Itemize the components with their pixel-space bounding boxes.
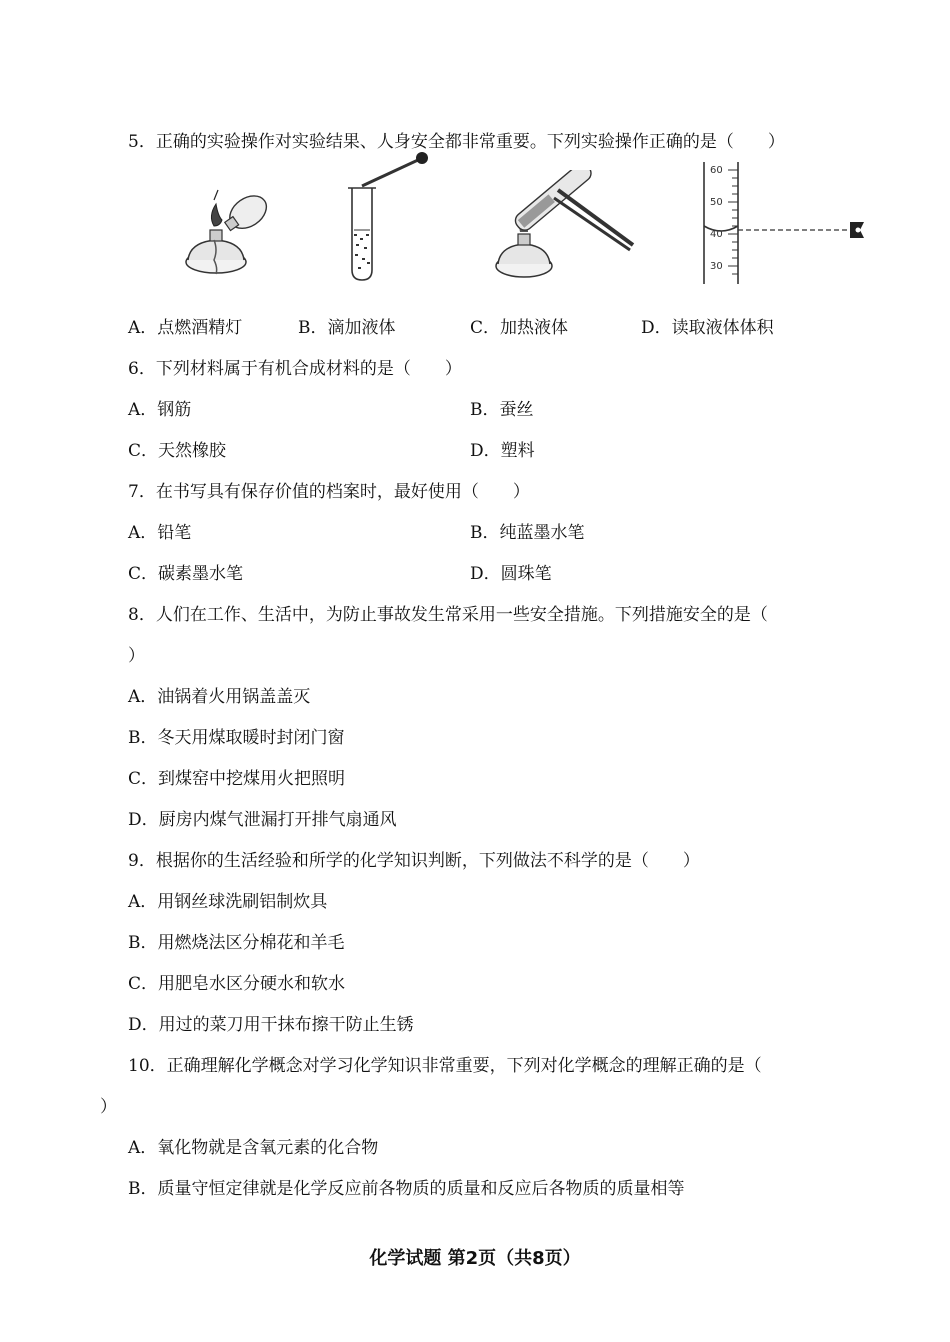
q9-option-c[interactable]: C．用肥皂水区分硬水和软水: [128, 974, 346, 994]
q5-figures: [160, 150, 880, 290]
q5-option-c[interactable]: C．加热液体: [470, 318, 569, 338]
q10-option-a[interactable]: A．氧化物就是含氧元素的化合物: [128, 1138, 379, 1158]
q8-option-a[interactable]: A．油锅着火用锅盖盖灭: [128, 687, 311, 707]
q5-option-b[interactable]: B．滴加液体: [298, 318, 396, 338]
q10-option-b[interactable]: B．质量守恒定律就是化学反应前各物质的质量和反应后各物质的质量相等: [128, 1179, 685, 1199]
q9-option-d[interactable]: D．用过的菜刀用干抹布擦干防止生锈: [128, 1015, 414, 1035]
q10-stem-line1: 10．正确理解化学概念对学习化学知识非常重要，下列对化学概念的理解正确的是（: [128, 1056, 762, 1076]
fig-lighting-alcohol-lamp: [174, 180, 284, 280]
q6-stem: 6．下列材料属于有机合成材料的是（ ）: [128, 359, 462, 379]
q8-stem-line1: 8．人们在工作、生活中，为防止事故发生常采用一些安全措施。下列措施安全的是（: [128, 605, 768, 625]
q8-option-d[interactable]: D．厨房内煤气泄漏打开排气扇通风: [128, 810, 397, 830]
q8-option-c[interactable]: C．到煤窑中挖煤用火把照明: [128, 769, 346, 789]
tick-label: 50: [710, 197, 723, 208]
q9-stem: 9．根据你的生活经验和所学的化学知识判断，下列做法不科学的是（ ）: [128, 851, 700, 871]
q6-option-d[interactable]: D．塑料: [470, 441, 535, 461]
page-footer: 化学试题 第2页（共8页）: [369, 1248, 581, 1269]
q7-option-a[interactable]: A．铅笔: [128, 523, 192, 543]
fig-heating-liquid: [488, 170, 638, 285]
fig-dropping-liquid: [340, 150, 450, 285]
q6-option-b[interactable]: B．蚕丝: [470, 400, 534, 420]
q7-option-c[interactable]: C．碳素墨水笔: [128, 564, 244, 584]
q9-option-b[interactable]: B．用燃烧法区分棉花和羊毛: [128, 933, 345, 953]
q7-stem: 7．在书写具有保存价值的档案时，最好使用（ ）: [128, 482, 530, 502]
q5-stem: 5．正确的实验操作对实验结果、人身安全都非常重要。下列实验操作正确的是（ ）: [128, 132, 785, 152]
q5-option-a[interactable]: A．点燃酒精灯: [128, 318, 243, 338]
q7-option-b[interactable]: B．纯蓝墨水笔: [470, 523, 585, 543]
q8-option-b[interactable]: B．冬天用煤取暖时封闭门窗: [128, 728, 345, 748]
q5-option-d[interactable]: D．读取液体体积: [641, 318, 774, 338]
q6-option-a[interactable]: A．钢筋: [128, 400, 192, 420]
tick-label: 60: [710, 165, 723, 176]
q8-stem-line2: ）: [128, 646, 145, 666]
q7-option-d[interactable]: D．圆珠笔: [470, 564, 552, 584]
q9-option-a[interactable]: A．用钢丝球洗刷铝制炊具: [128, 892, 328, 912]
q10-stem-line2: ）: [100, 1097, 117, 1117]
tick-label: 30: [710, 261, 723, 272]
q6-option-c[interactable]: C．天然橡胶: [128, 441, 227, 461]
fig-reading-volume: [688, 160, 878, 285]
tick-label: 40: [710, 229, 723, 240]
